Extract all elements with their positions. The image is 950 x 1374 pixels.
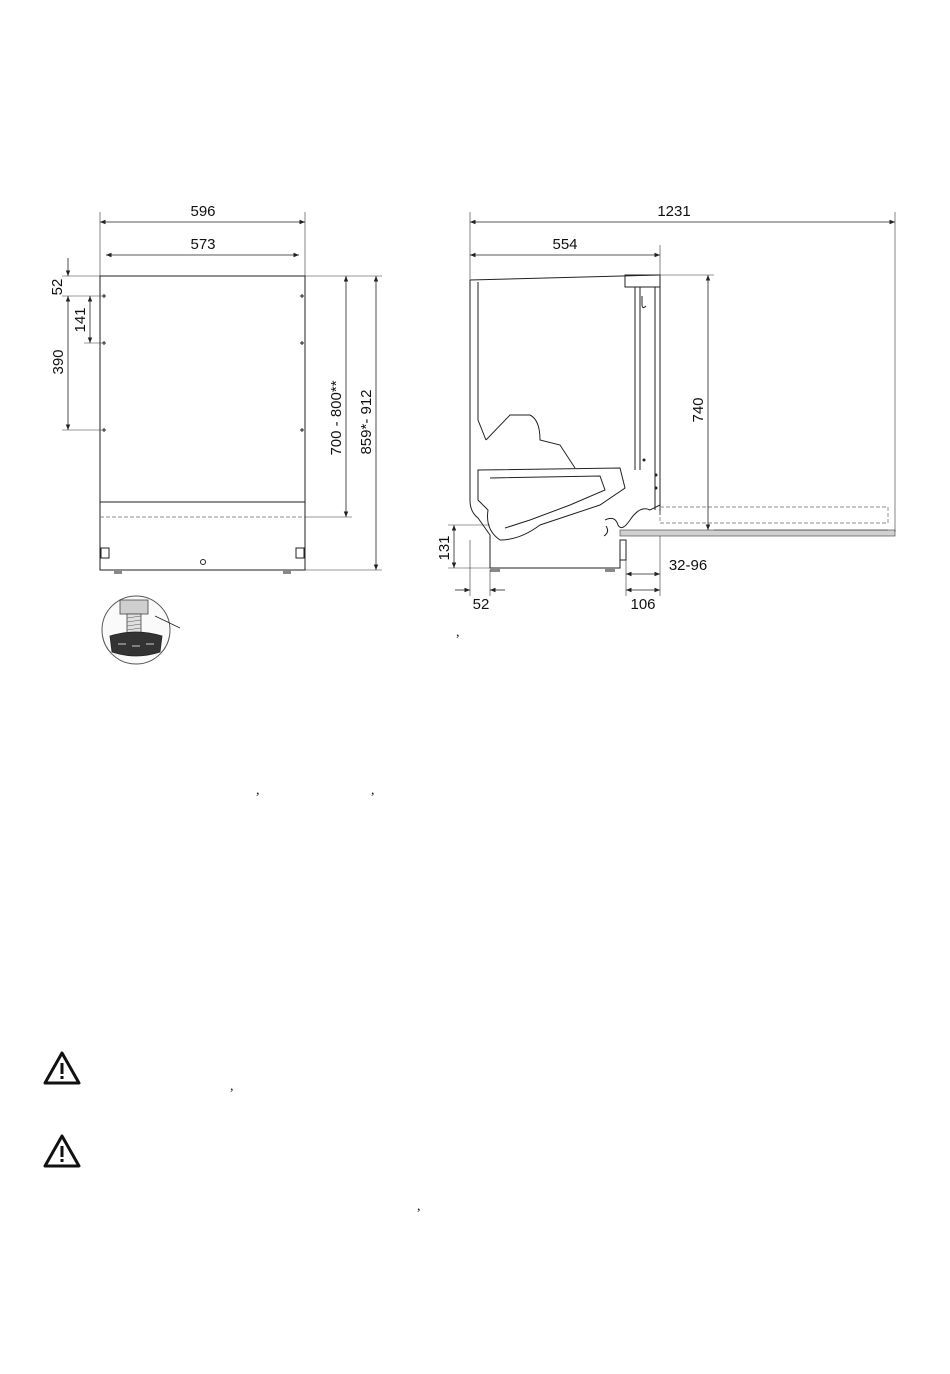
front-hole-depth-label: 390 [50,349,67,375]
front-top-gap-label: 52 [49,278,66,296]
side-height-label: 740 [690,397,707,423]
front-total-height-label: 859*- 912 [358,389,375,455]
comma-mark: , [456,625,460,640]
side-plinth-depth-label: 106 [630,596,656,613]
comma-mark: , [230,1079,234,1094]
comma-mark: , [417,1199,421,1214]
front-hole-spacing-label: 141 [72,307,89,333]
warning-triangle-icon [42,1133,82,1169]
front-foot-right [283,570,291,574]
warning-triangle-icon [42,1050,82,1086]
front-foot-left [114,570,122,574]
side-foot-offset-label: 52 [472,596,490,613]
side-total-depth-label: 1231 [657,203,691,220]
comma-mark: , [371,783,375,798]
side-view [436,203,895,613]
front-panel [100,276,305,502]
side-plinth-range-label: 32-96 [668,557,708,574]
mounting-holes [102,294,304,432]
side-body-outline [470,280,620,568]
front-door-height-label: 700 - 800** [328,380,345,456]
front-width-outer-label: 596 [190,203,216,220]
adjustable-foot-detail-icon [102,596,180,664]
front-width-inner-label: 573 [190,236,216,253]
side-plinth-height-label: 131 [436,535,453,561]
front-view [49,203,382,574]
comma-mark: , [256,783,260,798]
side-body-depth-label: 554 [552,236,578,253]
